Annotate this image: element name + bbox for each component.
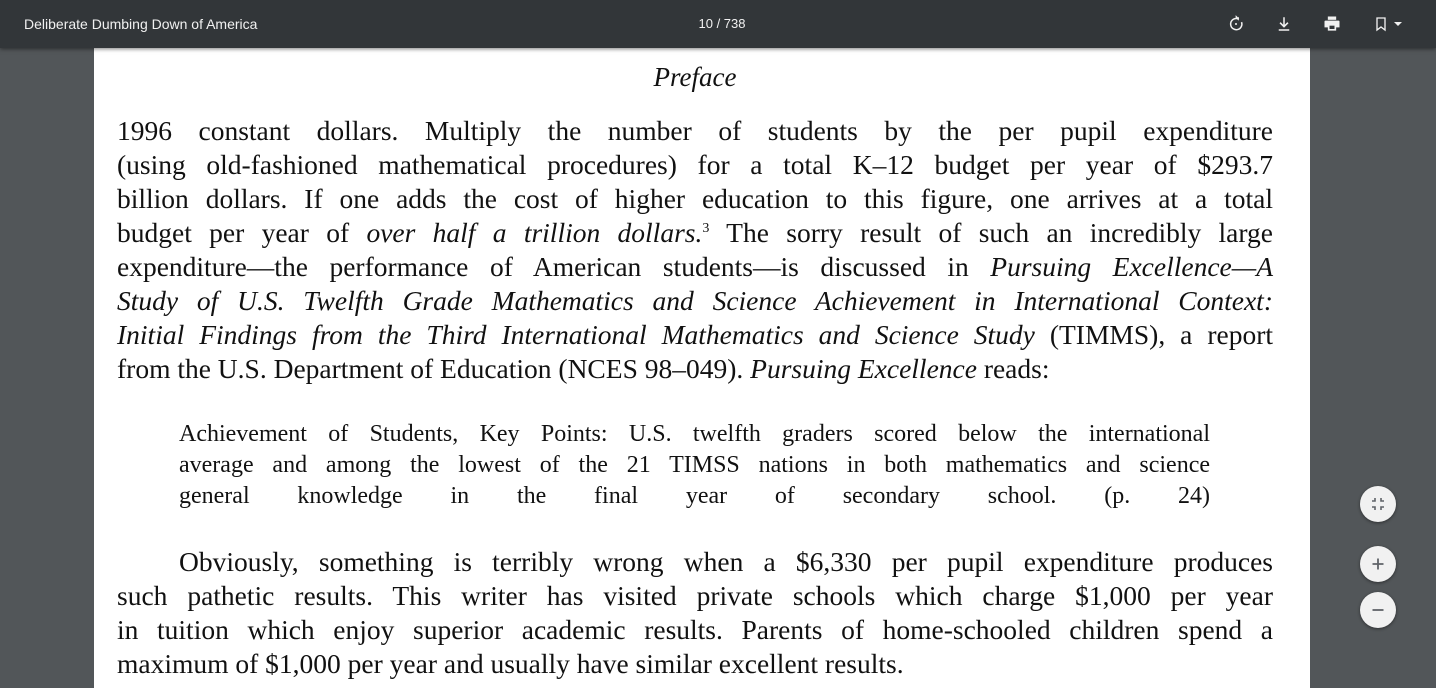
report-short-title: Pursuing Excellence xyxy=(750,353,977,384)
paragraph-2-line-4: maximum of $1,000 per year and usually have similar excellent results. xyxy=(117,648,904,679)
bookmark-icon xyxy=(1373,15,1389,33)
paragraph-1-line-2: (using old-fashioned mathematical procedures) for a total K–12 budget per year of $293.7 xyxy=(117,149,1273,180)
zoom-in-icon xyxy=(1371,557,1385,571)
paragraph-1-line-8-rest: reads: xyxy=(976,353,1050,384)
fit-to-page-button[interactable] xyxy=(1360,486,1396,522)
zoom-in-button[interactable] xyxy=(1360,546,1396,582)
paragraph-1-line-8-text: from the U.S. Department of Education (NCES 98–049). xyxy=(117,353,751,384)
download-button[interactable] xyxy=(1268,8,1300,40)
paragraph-2-line-2: such pathetic results. This writer has visited private schools which charge $1,000 per year xyxy=(117,580,1273,611)
report-title-start: Pursuing Excellence—A xyxy=(990,251,1273,282)
paragraph-1-line-7-rest: (TIMMS), a report xyxy=(1034,319,1273,350)
paragraph-1-line-1: 1996 constant dollars. Multiply the number of students by the per pupil expenditure xyxy=(117,115,1273,146)
paragraph-2-line-1: Obviously, something is terribly wrong when a $6,330 per pupil expenditure produces xyxy=(179,546,1273,577)
paragraph-1-line-4 xyxy=(117,216,1273,250)
paragraph-1-line-4-rest: The sorry result of such an incredibly large xyxy=(709,217,1274,248)
emphasis-text: over half a trillion dollars. xyxy=(366,217,703,248)
report-title-end: Initial Findings from the Third International Mathematics and Science Study xyxy=(117,319,1035,350)
block-quote-line-2: average and among the lowest of the 21 TIMSS nations in both mathematics and science xyxy=(179,452,1210,478)
paragraph-1-line-5 xyxy=(117,250,1273,284)
paragraph-1-line-4-text: budget per year of xyxy=(117,217,367,248)
paragraph-2-line-3: in tuition which enjoy superior academic results. Parents of home-schooled children spend a xyxy=(117,614,1273,645)
fit-page-icon xyxy=(1371,497,1385,511)
page-separator: / xyxy=(712,16,724,31)
print-button[interactable] xyxy=(1316,8,1348,40)
rotate-icon xyxy=(1227,15,1245,33)
document-title: Deliberate Dumbing Down of America xyxy=(24,16,258,32)
pdf-page xyxy=(94,48,1310,688)
print-icon xyxy=(1322,14,1342,34)
chevron-down-icon xyxy=(1393,19,1403,29)
download-icon xyxy=(1275,15,1293,33)
footnote-reference[interactable]: 3 xyxy=(702,220,710,236)
paragraph-1-line-3: billion dollars. If one adds the cost of higher education to this figure, one arrives at a total xyxy=(117,183,1273,214)
pdf-toolbar xyxy=(0,0,1436,48)
rotate-button[interactable] xyxy=(1220,8,1252,40)
page-header: Preface xyxy=(653,62,737,92)
paragraph-1-line-6: Study of U.S. Twelfth Grade Mathematics and Science Achievement in International Context: xyxy=(117,285,1273,316)
current-page[interactable]: 10 xyxy=(698,16,713,31)
bookmark-button[interactable] xyxy=(1364,8,1412,40)
zoom-out-button[interactable] xyxy=(1360,592,1396,628)
zoom-out-icon xyxy=(1371,603,1385,617)
block-quote-line-3: general knowledge in the final year of secondary school. (p. 24) xyxy=(179,483,1210,509)
total-pages: 738 xyxy=(723,16,746,31)
block-quote-line-1: Achievement of Students, Key Points: U.S. twelfth graders scored below the international xyxy=(179,421,1210,447)
paragraph-1-line-7 xyxy=(117,318,1273,352)
paragraph-1-line-5-text: expenditure—the performance of American students—is discussed in xyxy=(117,251,991,282)
paragraph-1-line-8 xyxy=(117,352,1273,386)
